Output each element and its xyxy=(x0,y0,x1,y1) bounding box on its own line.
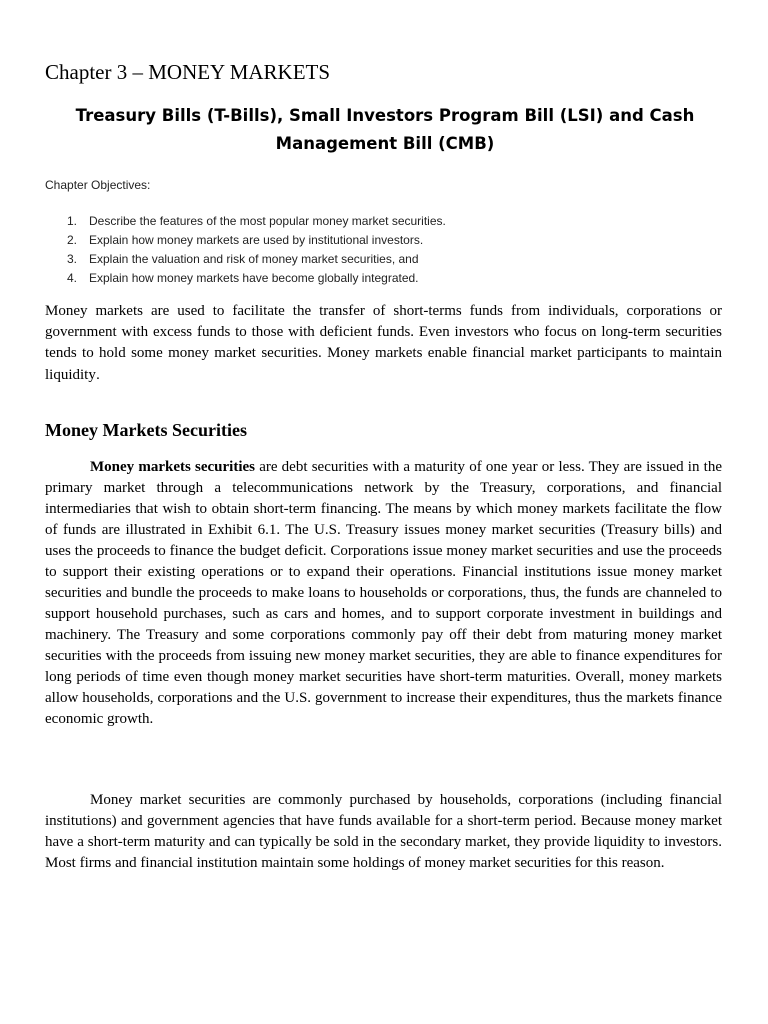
document-subtitle xyxy=(45,102,725,158)
defined-term: Money markets securities xyxy=(90,459,255,475)
section-heading: Money Markets Securities xyxy=(45,420,247,440)
intro-text: Money markets are used to facilitate the transfer of short-terms funds from individuals, corporations or government with excess funds to those with deficient funds. Even investors who focus on long-term securities tends to hold some money market securities. Money markets enable financial market participants to maintain liquidity xyxy=(45,303,722,383)
objective-item xyxy=(67,231,446,250)
subtitle-line-1: Treasury Bills (T-Bills), Small Investors Program Bill (LSI) and Cash xyxy=(75,106,695,125)
objectives-label: Chapter Objectives: xyxy=(45,178,151,192)
objective-number: 1. xyxy=(67,214,78,228)
objective-text: Explain the valuation and risk of money market securities, and xyxy=(89,252,419,266)
objective-number: 2. xyxy=(67,233,78,247)
objective-item xyxy=(67,212,446,231)
objective-item xyxy=(67,269,446,288)
chapter-title: Chapter 3 – MONEY MARKETS xyxy=(45,60,331,84)
section-paragraph-2: Money market securities are commonly purchased by households, corporations (including financial institutions) and government agencies that have funds available for a short-term period. Because money market have a short-term maturity and can typically be sold in the secondary market, they provide liquidity to investors. Most firms and financial institution maintain some holdings of money market securities for this reason. xyxy=(45,792,722,871)
objective-text: Explain how money markets are used by institutional investors. xyxy=(89,233,424,247)
objective-item xyxy=(67,250,446,269)
section-paragraph-1 xyxy=(45,457,722,730)
objective-number: 3. xyxy=(67,252,78,266)
paragraph-1-text: are debt securities with a maturity of one year or less. They are issued in the primary market through a telecommunications network by the Treasury, corporations, and financial intermediaries that wish to obtain short-term financing. The means by which money markets facilitate the flow of funds are illustrated in Exhibit 6.1. The U.S. Treasury issues money market securities (Treasury bills) and uses the proceeds to finance the budget deficit. Corporations issue money market securities and use the proceeds to support their existing operations or to expand their operations. Financial institutions issue money market securities and bundle the proceeds to make loans to households or corporations, thus, the funds are channeled to support household purchases, such as cars and homes, and to support corporate investment in buildings and machinery. The Treasury and some corporations commonly pay off their debt from maturing money market securities with the proceeds from issuing new money market securities, they are able to finance expenditures for long periods of time even though money market securities have short-term maturities. Overall, money markets allow households, corporations and the U.S. government to increase their expenditures, thus the markets finance economic growth. xyxy=(45,459,722,727)
objective-text: Describe the features of the most popular money market securities. xyxy=(89,214,446,228)
intro-paragraph xyxy=(45,301,722,386)
objective-text: Explain how money markets have become globally integrated. xyxy=(89,271,419,285)
objectives-list xyxy=(67,212,446,288)
objective-number: 4. xyxy=(67,271,78,285)
intro-end: . xyxy=(95,366,101,383)
subtitle-line-2: Management Bill (CMB) xyxy=(275,134,495,153)
